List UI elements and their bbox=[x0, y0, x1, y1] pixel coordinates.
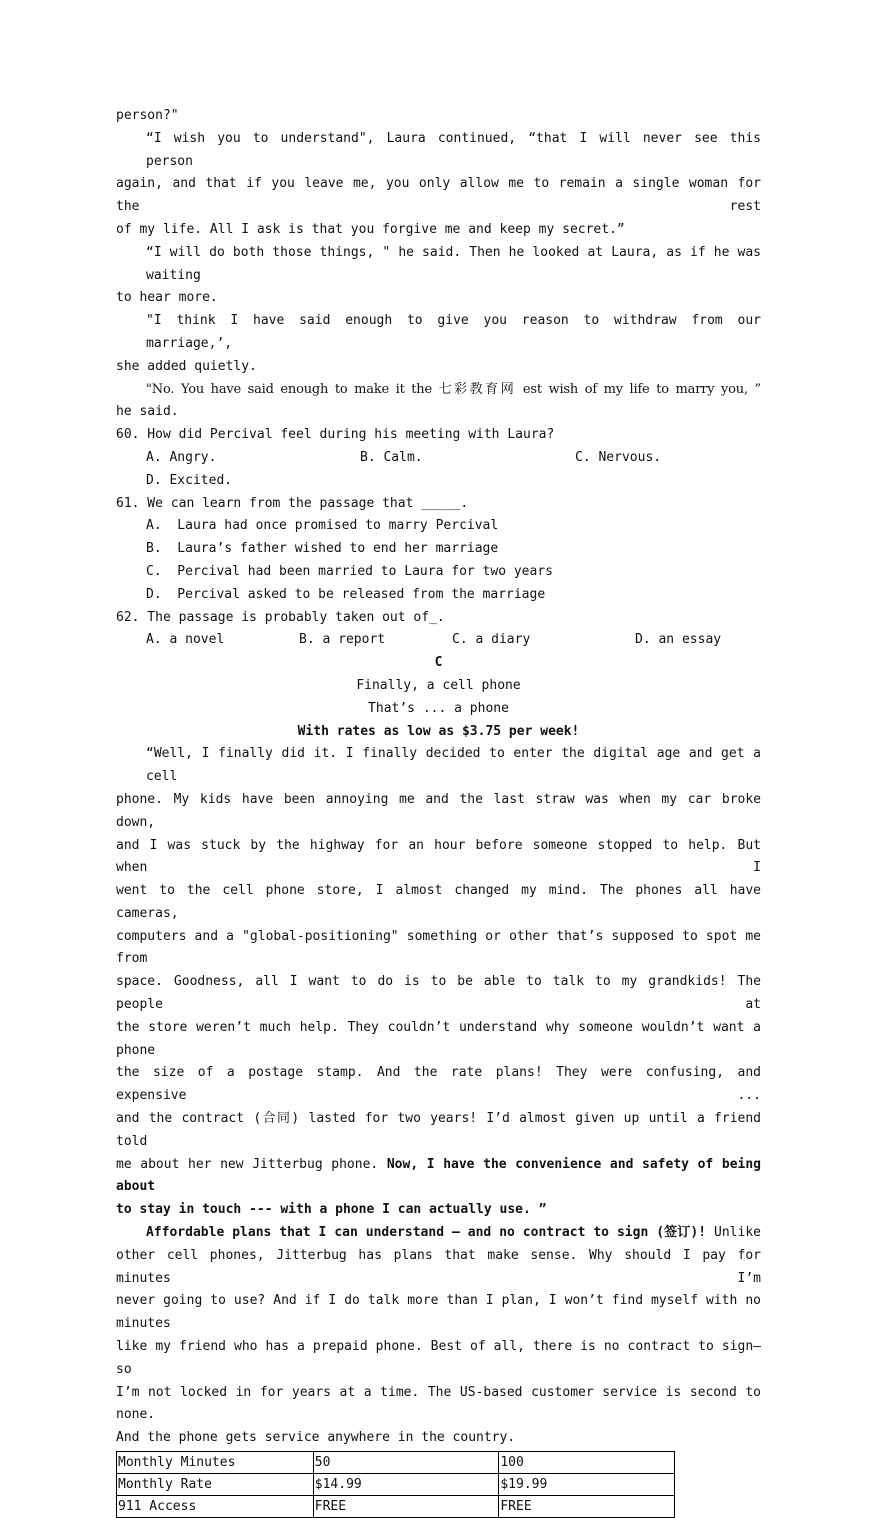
text-run: me about her new Jitterbug phone. bbox=[116, 1156, 387, 1172]
text-line: never going to use? And if I do talk more than I plan, I won’t find myself with no minutes bbox=[116, 1293, 761, 1332]
rate-table bbox=[116, 1451, 675, 1518]
table-row bbox=[117, 1452, 675, 1474]
option-b: B. Calm. bbox=[360, 449, 423, 465]
text-line: again, and that if you leave me, you only allow me to remain a single woman for the rest bbox=[116, 176, 761, 215]
table-cell: $14.99 bbox=[313, 1474, 499, 1496]
text-line: like my friend who has a prepaid phone. Best of all, there is no contract to sign—so bbox=[116, 1339, 761, 1377]
paragraph-1 bbox=[116, 743, 761, 1222]
option-row bbox=[116, 447, 761, 470]
question-stem: 62. The passage is probably taken out of_. bbox=[116, 609, 445, 625]
text-line: "No. You have said enough to make it the 七彩教育网 est wish of my life to marry you, ” bbox=[146, 381, 761, 397]
option-c: C. Percival had been married to Laura for two years bbox=[146, 563, 553, 579]
text-line: the size of a postage stamp. And the rate plans! They were confusing, and expensive ... bbox=[116, 1065, 761, 1104]
table-cell: $19.99 bbox=[499, 1474, 675, 1496]
table-cell: 100 bbox=[499, 1452, 675, 1474]
text-line: she added quietly. bbox=[116, 358, 257, 374]
option-a: A. a novel bbox=[146, 632, 225, 648]
question-61 bbox=[116, 493, 761, 607]
text-line: to stay in touch --- with a phone I can actually use. ” bbox=[116, 1202, 547, 1218]
text-line: “I wish you to understand", Laura continued, “that I will never see this person bbox=[146, 130, 761, 169]
text-line: “I will do both those things, " he said. Then he looked at Laura, as if he was waiting bbox=[146, 244, 761, 283]
text-line: person?" bbox=[116, 108, 179, 123]
passage-b bbox=[116, 105, 761, 424]
paragraph-2 bbox=[116, 1222, 761, 1450]
text-line bbox=[116, 1222, 761, 1245]
section-letter: C bbox=[434, 655, 443, 671]
option-a: A. Laura had once promised to marry Percival bbox=[146, 518, 499, 534]
text-line: space. Goodness, all I want to do is to be able to talk to my grandkids! The people at bbox=[116, 974, 761, 1013]
option-b: B. a report bbox=[299, 632, 386, 648]
option-d: D. an essay bbox=[635, 632, 722, 648]
option-c: C. a diary bbox=[452, 632, 531, 648]
text-line: I’m not locked in for years at a time. The US-based customer service is second to none. bbox=[116, 1384, 761, 1423]
text-line: of my life. All I ask is that you forgive me and keep my secret.” bbox=[116, 221, 625, 237]
text-line: computers and a "global-positioning" something or other that’s supposed to spot me from bbox=[116, 928, 761, 967]
text-line: phone. My kids have been annoying me and the last straw was when my car broke down, bbox=[116, 791, 761, 830]
text-line: "I think I have said enough to give you reason to withdraw from our marriage,’, bbox=[146, 313, 761, 351]
text-run: Unlike bbox=[706, 1225, 761, 1241]
question-stem: 60. How did Percival feel during his meeting with Laura? bbox=[116, 427, 555, 443]
option-d: D. Percival asked to be released from the marriage bbox=[146, 586, 546, 602]
text-line: he said. bbox=[116, 404, 179, 420]
question-60 bbox=[116, 424, 761, 492]
option-row bbox=[116, 629, 761, 652]
table-cell: FREE bbox=[313, 1496, 499, 1518]
ad-heading: Finally, a cell phone bbox=[356, 677, 521, 693]
text-line: went to the cell phone store, I almost changed my mind. The phones all have cameras, bbox=[116, 883, 761, 921]
section-c bbox=[116, 652, 761, 1518]
ad-subheading: That’s ... a phone bbox=[368, 700, 509, 716]
text-run-bold: Affordable plans that I can understand — and no contract to sign (签订)! bbox=[146, 1225, 707, 1241]
text-line: and I was stuck by the highway for an hour before someone stopped to help. But when I bbox=[116, 837, 761, 876]
table-row bbox=[117, 1474, 675, 1496]
table-cell: FREE bbox=[499, 1496, 675, 1518]
table-cell: 50 bbox=[313, 1452, 499, 1474]
document-page bbox=[116, 105, 761, 1518]
text-line bbox=[116, 1154, 761, 1200]
text-line: to hear more. bbox=[116, 290, 218, 306]
text-line: the store weren’t much help. They couldn’t understand why someone wouldn’t want a phone bbox=[116, 1019, 761, 1058]
text-line: And the phone gets service anywhere in the country. bbox=[116, 1430, 516, 1446]
option-a: A. Angry. bbox=[146, 449, 217, 465]
question-stem: 61. We can learn from the passage that _____. bbox=[116, 495, 469, 511]
text-run-bold: Now, I have the convenience and safety of being about bbox=[116, 1156, 762, 1195]
text-line: other cell phones, Jitterbug has plans that make sense. Why should I pay for minutes I’m bbox=[116, 1247, 761, 1286]
table-cell: Monthly Minutes bbox=[117, 1452, 314, 1474]
option-b: B. Laura’s father wished to end her marriage bbox=[146, 541, 499, 557]
option-c: C. Nervous. bbox=[575, 449, 662, 465]
ad-rate-heading: With rates as low as $3.75 per week! bbox=[297, 723, 580, 739]
table-cell: Monthly Rate bbox=[117, 1474, 314, 1496]
text-line: and the contract (合同) lasted for two years! I’d almost given up until a friend told bbox=[116, 1111, 761, 1149]
text-line: “Well, I finally did it. I finally decided to enter the digital age and get a cell bbox=[146, 746, 761, 785]
option-d: D. Excited. bbox=[146, 472, 233, 488]
question-62 bbox=[116, 607, 761, 653]
table-row bbox=[117, 1496, 675, 1518]
table-cell: 911 Access bbox=[117, 1496, 314, 1518]
